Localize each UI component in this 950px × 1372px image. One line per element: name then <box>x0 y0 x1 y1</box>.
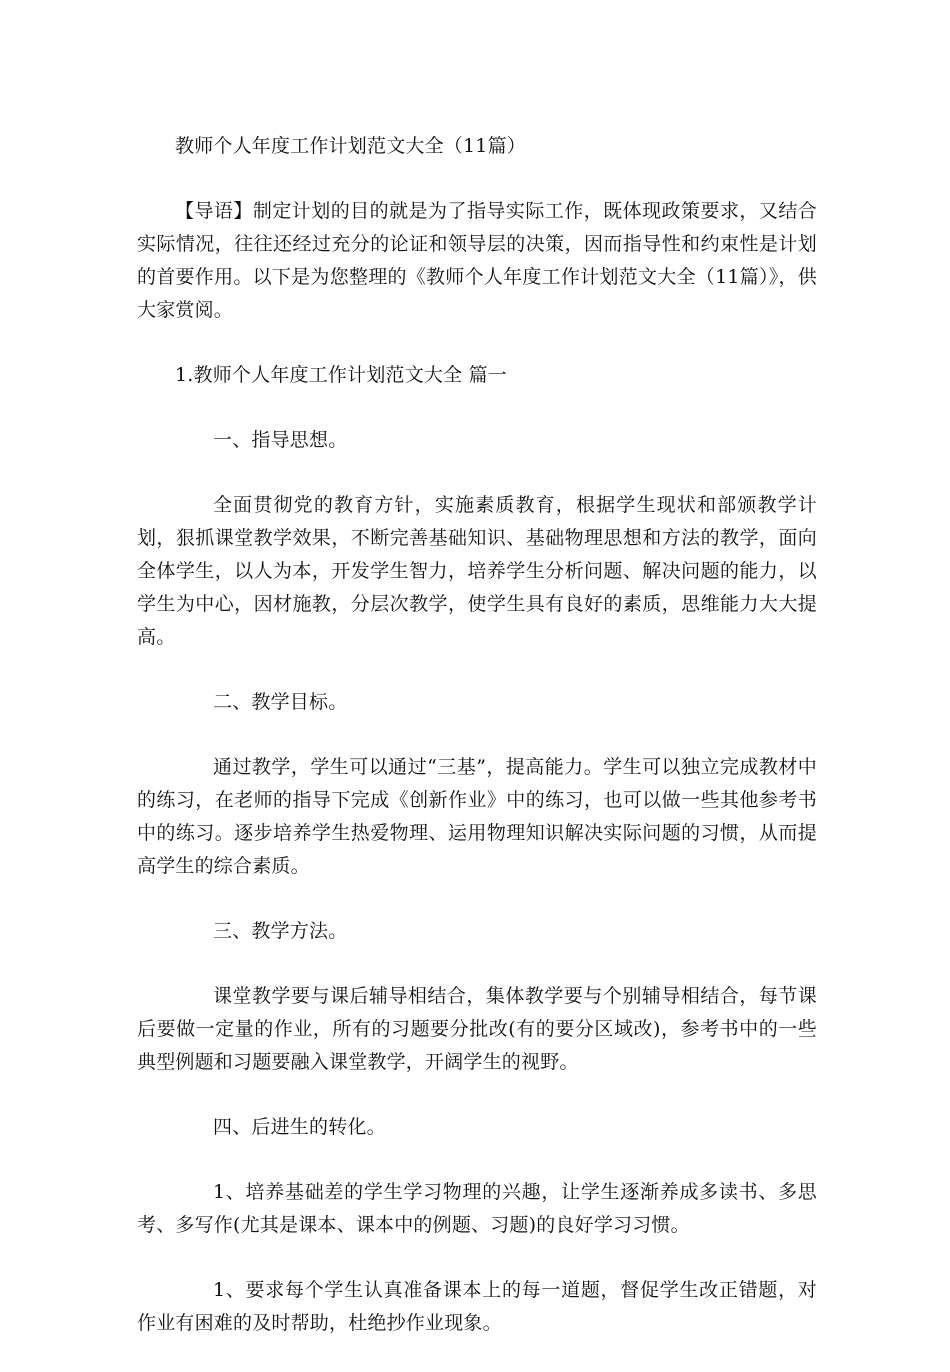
document-body <box>137 130 817 1372</box>
section-heading: 二、教学目标。 <box>213 691 348 713</box>
section-heading: 四、后进生的转化。 <box>213 1116 386 1138</box>
section-paragraph: 1、培养基础差的学生学习物理的兴趣，让学生逐渐养成多读书、多思考、多写作(尤其是课本、课本中的例题、习题)的良好学习习惯。 <box>137 1181 817 1236</box>
section-paragraph: 全面贯彻党的教育方针，实施素质教育，根据学生现状和部颁教学计划，狠抓课堂教学效果，不断完善基础知识、基础物理思想和方法的教学，面向全体学生，以人为本，开发学生智力，培养学生分析问题、解决问题的能力，以学生为中心，因材施教，分层次教学，使学生具有良好的素质，思维能力大大提高。 <box>137 494 817 648</box>
article-heading: 1.教师个人年度工作计划范文大全 篇一 <box>175 364 507 386</box>
intro-text: 制定计划的目的就是为了指导实际工作，既体现政策要求，又结合实际情况，往往还经过充分的论证和领导层的决策，因而指导性和约束性是计划的首要作用。以下是为您整理的《教师个人年度工作计划范文大全（11篇）》，供大家赏阅。 <box>137 200 817 321</box>
section-heading: 一、指导思想。 <box>213 429 348 451</box>
section-paragraph: 通过教学，学生可以通过“三基”，提高能力。学生可以独立完成教材中的练习，在老师的指导下完成《创新作业》中的练习，也可以做一些其他参考书中的练习。逐步培养学生热爱物理、运用物理知识解决实际问题的习惯，从而提高学生的综合素质。 <box>137 756 817 877</box>
intro-paragraph <box>137 195 817 327</box>
section-paragraph: 1、要求每个学生认真准备课本上的每一道题，督促学生改正错题，对作业有困难的及时帮助，杜绝抄作业现象。 <box>137 1279 817 1334</box>
section-paragraph: 课堂教学要与课后辅导相结合，集体教学要与个别辅导相结合，每节课后要做一定量的作业，所有的习题要分批改(有的要分区域改)，参考书中的一些典型例题和习题要融入课堂教学，开阔学生的视野。 <box>137 985 817 1073</box>
section-heading: 三、教学方法。 <box>213 920 348 942</box>
intro-label: 【导语】 <box>175 200 253 222</box>
document-title: 教师个人年度工作计划范文大全（11篇） <box>175 135 526 157</box>
